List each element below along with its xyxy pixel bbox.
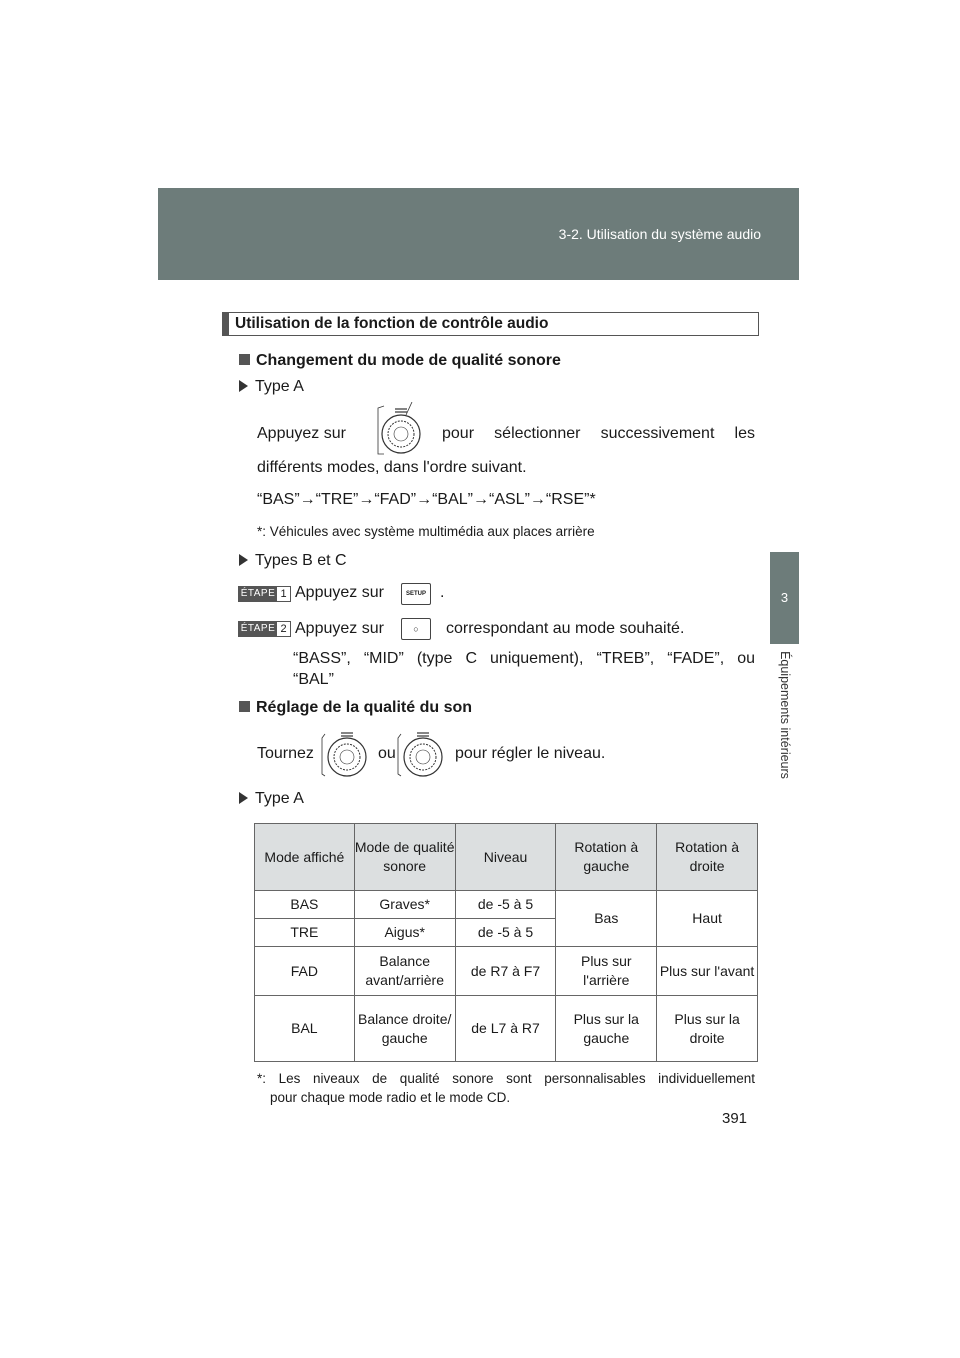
table-cell: Balance droite/ gauche bbox=[354, 996, 455, 1062]
square-bullet-icon bbox=[239, 354, 250, 365]
header-band bbox=[158, 188, 799, 280]
square-bullet-icon bbox=[239, 701, 250, 712]
types-bc-heading bbox=[239, 552, 347, 570]
triangle-arrow-icon bbox=[239, 554, 248, 566]
subsection-heading-1 bbox=[239, 352, 561, 370]
table-cell: Haut bbox=[657, 891, 758, 947]
chapter-number: 3 bbox=[780, 590, 789, 605]
table-row bbox=[255, 947, 758, 996]
chapter-label: Équipements intérieurs bbox=[777, 651, 792, 779]
type-a2-heading bbox=[239, 790, 304, 808]
footnote-levels-line2: pour chaque mode radio et le mode CD. bbox=[270, 1090, 511, 1105]
table-cell: FAD bbox=[255, 947, 355, 996]
table-cell: Plus sur l'avant bbox=[657, 947, 758, 996]
table-row bbox=[255, 891, 758, 919]
table-cell: de R7 à F7 bbox=[455, 947, 556, 996]
step-2-badge bbox=[238, 621, 291, 637]
audio-knob-rotate-left-icon bbox=[320, 730, 372, 780]
table-cell: Plus sur la droite bbox=[657, 996, 758, 1062]
step-number: 1 bbox=[280, 588, 287, 600]
type-a-heading bbox=[239, 378, 304, 396]
step-2-text-post: correspondant au mode souhaité. bbox=[446, 620, 685, 637]
setup-button-icon: SETUP bbox=[401, 583, 431, 605]
table-cell: Graves* bbox=[354, 891, 455, 919]
step-word: ÉTAPE bbox=[240, 588, 276, 599]
table-cell: Aigus* bbox=[354, 919, 455, 947]
type-a-line1-post: pour sélectionner successivement les bbox=[442, 425, 755, 442]
mode-sequence: “BAS”→“TRE”→“FAD”→“BAL”→“ASL”→“RSE”* bbox=[257, 491, 596, 508]
step-2-text-pre: Appuyez sur bbox=[295, 620, 384, 637]
table-cell: TRE bbox=[255, 919, 355, 947]
audio-knob-rotate-right-icon bbox=[396, 730, 448, 780]
rotate-text-post: pour régler le niveau. bbox=[455, 745, 606, 762]
table-cell: Plus sur la gauche bbox=[556, 996, 657, 1062]
page-number: 391 bbox=[722, 1110, 748, 1127]
rotate-text-or: ou bbox=[378, 745, 396, 762]
table-cell: BAS bbox=[255, 891, 355, 919]
footnote-levels-line1: *: Les niveaux de qualité sonore sont personnalisables individuellement bbox=[257, 1071, 755, 1086]
types-bc-label: Types B et C bbox=[255, 552, 347, 569]
preset-button-icon: ○ bbox=[401, 618, 431, 640]
step-1-text-pre: Appuyez sur bbox=[295, 584, 384, 601]
table-cell: de -5 à 5 bbox=[455, 919, 556, 947]
type-a-line1-pre: Appuyez sur bbox=[257, 425, 346, 442]
modes-list-line2: “BAL” bbox=[293, 671, 334, 688]
step-1-badge bbox=[238, 586, 291, 602]
audio-modes-table bbox=[254, 823, 758, 1062]
table-header-cell: Niveau bbox=[455, 824, 556, 891]
section-title: Utilisation de la fonction de contrôle audio bbox=[235, 315, 549, 332]
step-word: ÉTAPE bbox=[240, 623, 276, 634]
step-number: 2 bbox=[280, 623, 287, 635]
section-title-bar bbox=[223, 313, 229, 335]
modes-list-line1: “BASS”, “MID” (type C uniquement), “TREB”, “FADE”, ou bbox=[293, 650, 755, 667]
table-header-row bbox=[255, 824, 758, 891]
table-header-cell: Rotation à gauche bbox=[556, 824, 657, 891]
footnote-multimedia: *: Véhicules avec système multimédia aux places arrière bbox=[257, 524, 595, 539]
type-a2-label: Type A bbox=[255, 790, 304, 807]
type-a-line2: différents modes, dans l'ordre suivant. bbox=[257, 459, 527, 476]
table-cell: de -5 à 5 bbox=[455, 891, 556, 919]
subsection-title-1: Changement du mode de qualité sonore bbox=[256, 352, 561, 369]
type-a-label: Type A bbox=[255, 378, 304, 395]
table-header-cell: Mode de qualité sonore bbox=[354, 824, 455, 891]
table-row bbox=[255, 996, 758, 1062]
audio-knob-icon bbox=[375, 402, 425, 456]
chapter-tab bbox=[770, 552, 799, 644]
triangle-arrow-icon bbox=[239, 792, 248, 804]
table-header-cell: Rotation à droite bbox=[657, 824, 758, 891]
section-title-box bbox=[222, 312, 759, 336]
breadcrumb: 3-2. Utilisation du système audio bbox=[558, 226, 761, 242]
subsection-heading-2 bbox=[239, 699, 472, 717]
table-cell: Balance avant/arrière bbox=[354, 947, 455, 996]
table-cell: BAL bbox=[255, 996, 355, 1062]
chapter-label-container bbox=[770, 650, 799, 780]
table-header-cell: Mode affiché bbox=[255, 824, 355, 891]
table-cell: de L7 à R7 bbox=[455, 996, 556, 1062]
rotate-text-pre: Tournez bbox=[257, 745, 314, 762]
triangle-arrow-icon bbox=[239, 380, 248, 392]
subsection-title-2: Réglage de la qualité du son bbox=[256, 699, 473, 716]
table-cell: Bas bbox=[556, 891, 657, 947]
table-cell: Plus sur l'arrière bbox=[556, 947, 657, 996]
step-1-text-post: . bbox=[440, 584, 445, 601]
